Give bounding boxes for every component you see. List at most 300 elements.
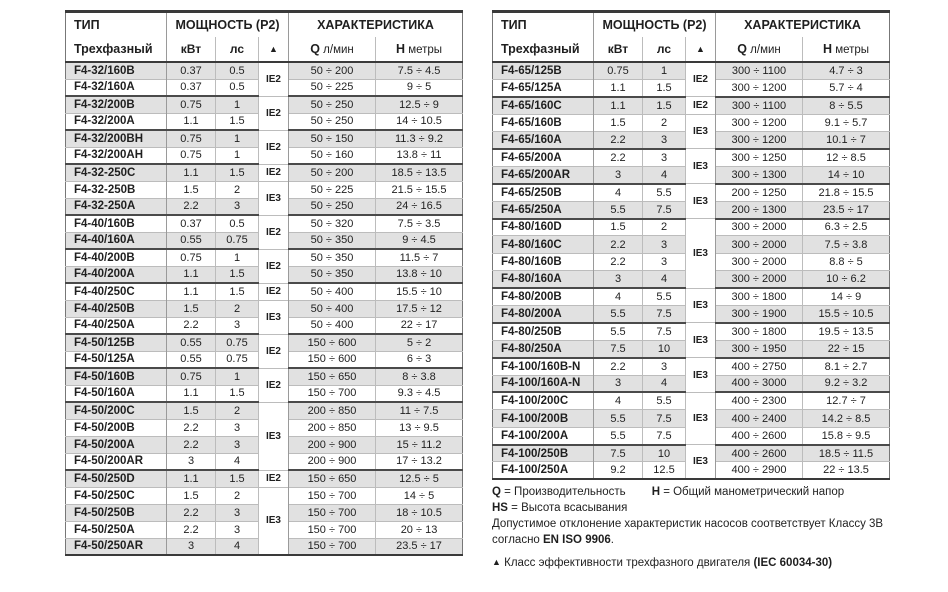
pump-type-cell: F4-80/200A xyxy=(493,305,594,322)
pump-type-cell: F4-100/200C xyxy=(493,392,594,409)
hp-cell: 3 xyxy=(216,521,259,538)
hp-cell: 0.5 xyxy=(216,215,259,232)
ie-class-cell: IE3 xyxy=(686,323,716,358)
kw-cell: 2.2 xyxy=(594,149,643,166)
q-range-cell: 150 ÷ 650 xyxy=(289,368,376,385)
pump-type-cell: F4-32/160B xyxy=(66,62,167,79)
ie-class-cell: IE3 xyxy=(259,300,289,334)
q-symbol: Q xyxy=(492,486,501,498)
h-range-cell: 9.3 ÷ 4.5 xyxy=(376,385,463,402)
hp-cell: 3 xyxy=(216,317,259,334)
table-row xyxy=(493,149,890,166)
tolerance-note-line1: Допустимое отклонение характеристик насосов соответствует Классу 3B xyxy=(492,518,884,530)
efficiency-class-note xyxy=(492,555,938,571)
hs-symbol: HS xyxy=(492,502,508,514)
q-range-cell: 50 ÷ 350 xyxy=(289,266,376,283)
hp-cell: 3 xyxy=(643,236,686,253)
hp-cell: 3 xyxy=(216,436,259,453)
kw-cell: 0.75 xyxy=(167,96,216,113)
kw-cell: 3 xyxy=(594,375,643,392)
pump-type-cell: F4-40/200B xyxy=(66,249,167,266)
pump-type-cell: F4-50/250D xyxy=(66,470,167,487)
q-range-cell: 200 ÷ 850 xyxy=(289,419,376,436)
q-range-cell: 300 ÷ 1300 xyxy=(716,166,803,183)
pump-type-cell: F4-100/200B xyxy=(493,410,594,427)
kw-cell: 5.5 xyxy=(594,323,643,340)
hp-cell: 4 xyxy=(643,166,686,183)
q-header xyxy=(289,37,376,62)
q-range-cell: 300 ÷ 1200 xyxy=(716,114,803,131)
q-range-cell: 200 ÷ 1300 xyxy=(716,201,803,218)
h-range-cell: 24 ÷ 16.5 xyxy=(376,198,463,215)
q-range-cell: 50 ÷ 225 xyxy=(289,79,376,96)
hp-cell: 1 xyxy=(216,130,259,147)
h-range-cell: 14 ÷ 5 xyxy=(376,487,463,504)
h-range-cell: 19.5 ÷ 13.5 xyxy=(803,323,890,340)
table-row xyxy=(493,97,890,114)
h-range-cell: 17.5 ÷ 12 xyxy=(376,300,463,317)
q-range-cell: 50 ÷ 150 xyxy=(289,130,376,147)
table-row xyxy=(493,219,890,236)
kw-cell: 1.5 xyxy=(167,487,216,504)
q-range-cell: 150 ÷ 650 xyxy=(289,470,376,487)
efficiency-triangle-icon: ▲ xyxy=(259,37,289,62)
q-range-cell: 400 ÷ 2600 xyxy=(716,427,803,444)
hp-cell: 3 xyxy=(216,419,259,436)
hp-cell: 12.5 xyxy=(643,462,686,479)
hs-definition-text: = Высота всасывания xyxy=(507,502,628,514)
table-row xyxy=(493,445,890,462)
table-row xyxy=(493,323,890,340)
h-range-cell: 9 ÷ 4.5 xyxy=(376,232,463,249)
kw-cell: 7.5 xyxy=(594,445,643,462)
q-range-cell: 150 ÷ 700 xyxy=(289,504,376,521)
q-range-cell: 300 ÷ 1250 xyxy=(716,149,803,166)
h-range-cell: 15.5 ÷ 10.5 xyxy=(803,305,890,322)
q-range-cell: 300 ÷ 1800 xyxy=(716,288,803,305)
pump-type-cell: F4-40/160A xyxy=(66,232,167,249)
ie-class-cell: IE3 xyxy=(686,114,716,149)
pump-type-cell: F4-50/250B xyxy=(66,504,167,521)
h-range-cell: 14 ÷ 10.5 xyxy=(376,113,463,130)
h-range-cell: 12 ÷ 8.5 xyxy=(803,149,890,166)
q-range-cell: 300 ÷ 1950 xyxy=(716,340,803,357)
hp-cell: 0.75 xyxy=(216,351,259,368)
type-sub-label: Трехфазный xyxy=(501,42,580,56)
kw-cell: 0.75 xyxy=(167,368,216,385)
q-range-cell: 50 ÷ 250 xyxy=(289,113,376,130)
q-range-cell: 200 ÷ 1250 xyxy=(716,184,803,201)
hp-cell: 0.75 xyxy=(216,334,259,351)
pump-type-cell: F4-65/160B xyxy=(493,114,594,131)
tolerance-pre: согласно xyxy=(492,534,544,546)
q-range-cell: 300 ÷ 2000 xyxy=(716,236,803,253)
kw-cell: 5.5 xyxy=(594,427,643,444)
hp-cell: 2 xyxy=(216,402,259,419)
kw-cell: 3 xyxy=(594,271,643,288)
pump-type-cell: F4-65/125A xyxy=(493,79,594,96)
q-range-cell: 50 ÷ 250 xyxy=(289,198,376,215)
h-range-cell: 21.5 ÷ 15.5 xyxy=(376,181,463,198)
q-range-cell: 400 ÷ 2600 xyxy=(716,445,803,462)
pump-type-cell: F4-40/250C xyxy=(66,283,167,300)
q-range-cell: 300 ÷ 2000 xyxy=(716,219,803,236)
ie-class-cell: IE2 xyxy=(259,470,289,487)
kw-cell: 1.5 xyxy=(594,219,643,236)
h-range-cell: 12.5 ÷ 9 xyxy=(376,96,463,113)
pump-type-cell: F4-50/250AR xyxy=(66,538,167,555)
table-row xyxy=(493,288,890,305)
table-row xyxy=(493,358,890,375)
h-range-cell: 11.5 ÷ 7 xyxy=(376,249,463,266)
ie-class-cell: IE2 xyxy=(259,334,289,368)
ie-class-cell: IE2 xyxy=(686,97,716,114)
pump-type-cell: F4-32/200A xyxy=(66,113,167,130)
h-range-cell: 22 ÷ 15 xyxy=(803,340,890,357)
h-range-cell: 9 ÷ 5 xyxy=(376,79,463,96)
h-range-cell: 13 ÷ 9.5 xyxy=(376,419,463,436)
hp-cell: 1 xyxy=(216,147,259,164)
kw-cell: 1.5 xyxy=(594,114,643,131)
hp-cell: 3 xyxy=(643,132,686,149)
h-range-cell: 20 ÷ 13 xyxy=(376,521,463,538)
pump-type-cell: F4-100/250A xyxy=(493,462,594,479)
pump-table-right xyxy=(492,10,890,480)
kw-cell: 2.2 xyxy=(167,317,216,334)
h-range-cell: 13.8 ÷ 11 xyxy=(376,147,463,164)
q-range-cell: 400 ÷ 2900 xyxy=(716,462,803,479)
ie-class-cell: IE2 xyxy=(259,62,289,96)
ie-class-cell: IE3 xyxy=(686,358,716,393)
type-label: ТИП xyxy=(501,18,527,32)
kw-cell: 5.5 xyxy=(594,201,643,218)
q-range-cell: 50 ÷ 350 xyxy=(289,232,376,249)
h-range-cell: 22 ÷ 13.5 xyxy=(803,462,890,479)
q-range-cell: 50 ÷ 225 xyxy=(289,181,376,198)
kw-cell: 1.1 xyxy=(167,164,216,181)
q-range-cell: 50 ÷ 400 xyxy=(289,317,376,334)
q-range-cell: 300 ÷ 2000 xyxy=(716,271,803,288)
efficiency-note-text: Класс эффективности трехфазного двигателя xyxy=(500,557,754,569)
ie-class-cell: IE2 xyxy=(259,164,289,181)
pump-type-cell: F4-100/250B xyxy=(493,445,594,462)
ie-class-cell: IE3 xyxy=(686,184,716,219)
kw-cell: 4 xyxy=(594,288,643,305)
pump-type-cell: F4-80/250B xyxy=(493,323,594,340)
q-range-cell: 300 ÷ 1800 xyxy=(716,323,803,340)
h-range-cell: 14.2 ÷ 8.5 xyxy=(803,410,890,427)
h-range-cell: 23.5 ÷ 17 xyxy=(376,538,463,555)
hp-cell: 2 xyxy=(643,219,686,236)
h-range-cell: 8 ÷ 3.8 xyxy=(376,368,463,385)
h-range-cell: 10.1 ÷ 7 xyxy=(803,132,890,149)
pump-type-cell: F4-50/250A xyxy=(66,521,167,538)
hp-cell: 4 xyxy=(643,271,686,288)
table-row xyxy=(66,130,463,147)
q-unit: л/мин xyxy=(319,43,354,56)
kw-cell: 3 xyxy=(167,538,216,555)
ie-class-cell: IE2 xyxy=(259,215,289,249)
table-row xyxy=(66,96,463,113)
kw-cell: 2.2 xyxy=(167,504,216,521)
q-header xyxy=(716,37,803,62)
h-range-cell: 11 ÷ 7.5 xyxy=(376,402,463,419)
h-range-cell: 4.7 ÷ 3 xyxy=(803,62,890,79)
pump-type-cell: F4-65/250A xyxy=(493,201,594,218)
hp-cell: 1.5 xyxy=(216,164,259,181)
hp-cell: 3 xyxy=(643,358,686,375)
h-range-cell: 6.3 ÷ 2.5 xyxy=(803,219,890,236)
hp-cell: 3 xyxy=(216,198,259,215)
pump-type-cell: F4-100/160B-N xyxy=(493,358,594,375)
h-range-cell: 8.8 ÷ 5 xyxy=(803,253,890,270)
h-range-cell: 12.5 ÷ 5 xyxy=(376,470,463,487)
characteristics-column-header: ХАРАКТЕРИСТИКА xyxy=(317,17,434,32)
table-row xyxy=(66,215,463,232)
table-row xyxy=(493,184,890,201)
kw-cell: 0.37 xyxy=(167,215,216,232)
power-column-header: МОЩНОСТЬ (P2) xyxy=(594,12,716,37)
ie-class-cell: IE2 xyxy=(259,249,289,283)
pump-type-cell: F4-65/160A xyxy=(493,132,594,149)
tolerance-note-line2 xyxy=(492,532,938,548)
pump-type-cell: F4-32/160A xyxy=(66,79,167,96)
hp-cell: 4 xyxy=(216,453,259,470)
h-range-cell: 17 ÷ 13.2 xyxy=(376,453,463,470)
table-row xyxy=(66,164,463,181)
hp-cell: 1.5 xyxy=(216,385,259,402)
q-range-cell: 200 ÷ 900 xyxy=(289,453,376,470)
hp-cell: 7.5 xyxy=(643,410,686,427)
kw-cell: 2.2 xyxy=(594,132,643,149)
h-definition-group xyxy=(652,486,845,498)
ie-class-cell: IE3 xyxy=(259,402,289,470)
table-row xyxy=(66,334,463,351)
table-row xyxy=(493,114,890,131)
kw-cell: 0.37 xyxy=(167,62,216,79)
ie-class-cell: IE3 xyxy=(686,445,716,480)
iec-standard-ref: (IEC 60034-30) xyxy=(753,557,833,569)
pump-type-cell: F4-50/250C xyxy=(66,487,167,504)
kw-cell: 9.2 xyxy=(594,462,643,479)
kw-cell: 0.75 xyxy=(594,62,643,79)
triangle-icon: ▲ xyxy=(492,557,501,567)
h-symbol: H xyxy=(395,41,405,56)
q-range-cell: 150 ÷ 700 xyxy=(289,385,376,402)
q-range-cell: 50 ÷ 400 xyxy=(289,300,376,317)
pump-type-cell: F4-80/160D xyxy=(493,219,594,236)
pump-type-cell: F4-100/200A xyxy=(493,427,594,444)
h-range-cell: 10 ÷ 6.2 xyxy=(803,271,890,288)
ie-class-cell: IE2 xyxy=(259,283,289,300)
hp-cell: 1.5 xyxy=(216,113,259,130)
h-range-cell: 12.7 ÷ 7 xyxy=(803,392,890,409)
hp-cell: 0.5 xyxy=(216,79,259,96)
table-row xyxy=(66,300,463,317)
kw-cell: 5.5 xyxy=(594,410,643,427)
hp-cell: 10 xyxy=(643,445,686,462)
q-symbol: Q xyxy=(310,41,320,56)
pump-type-cell: F4-32-250A xyxy=(66,198,167,215)
q-range-cell: 200 ÷ 900 xyxy=(289,436,376,453)
pump-type-cell: F4-40/250A xyxy=(66,317,167,334)
pump-type-cell: F4-50/200B xyxy=(66,419,167,436)
kw-cell: 1.5 xyxy=(167,300,216,317)
q-range-cell: 150 ÷ 700 xyxy=(289,521,376,538)
pump-type-cell: F4-65/160C xyxy=(493,97,594,114)
kw-cell: 5.5 xyxy=(594,305,643,322)
h-range-cell: 18.5 ÷ 13.5 xyxy=(376,164,463,181)
footnotes xyxy=(492,484,938,571)
table-row xyxy=(66,402,463,419)
q-range-cell: 150 ÷ 700 xyxy=(289,487,376,504)
h-unit: метры xyxy=(832,43,870,56)
pump-type-cell: F4-50/160A xyxy=(66,385,167,402)
table-row xyxy=(66,470,463,487)
pump-type-cell: F4-50/200A xyxy=(66,436,167,453)
h-range-cell: 7.5 ÷ 3.8 xyxy=(803,236,890,253)
hp-cell: 5.5 xyxy=(643,184,686,201)
kw-cell: 2.2 xyxy=(594,236,643,253)
h-range-cell: 8 ÷ 5.5 xyxy=(803,97,890,114)
kw-cell: 2.2 xyxy=(167,419,216,436)
pump-type-cell: F4-65/125B xyxy=(493,62,594,79)
pump-type-cell: F4-32/200AH xyxy=(66,147,167,164)
kw-cell: 0.75 xyxy=(167,130,216,147)
hp-cell: 3 xyxy=(643,253,686,270)
q-range-cell: 50 ÷ 320 xyxy=(289,215,376,232)
h-unit: метры xyxy=(405,43,443,56)
h-header xyxy=(803,37,890,62)
kw-cell: 1.1 xyxy=(167,470,216,487)
hp-cell: 7.5 xyxy=(643,305,686,322)
table-row xyxy=(66,249,463,266)
kw-cell: 2.2 xyxy=(167,198,216,215)
q-range-cell: 50 ÷ 250 xyxy=(289,96,376,113)
pump-type-cell: F4-65/200A xyxy=(493,149,594,166)
hp-cell: 1 xyxy=(216,249,259,266)
h-range-cell: 14 ÷ 9 xyxy=(803,288,890,305)
h-range-cell: 6 ÷ 3 xyxy=(376,351,463,368)
pump-type-cell: F4-50/200AR xyxy=(66,453,167,470)
ie-class-cell: IE3 xyxy=(259,487,289,555)
hp-cell: 4 xyxy=(216,538,259,555)
type-column-header xyxy=(493,12,594,63)
kw-cell: 1.1 xyxy=(167,266,216,283)
hp-cell: 1 xyxy=(643,62,686,79)
power-column-header: МОЩНОСТЬ (P2) xyxy=(167,12,289,37)
hp-cell: 1.5 xyxy=(216,266,259,283)
pump-type-cell: F4-40/200A xyxy=(66,266,167,283)
q-range-cell: 300 ÷ 2000 xyxy=(716,253,803,270)
h-range-cell: 8.1 ÷ 2.7 xyxy=(803,358,890,375)
h-header xyxy=(376,37,463,62)
pump-type-cell: F4-80/160B xyxy=(493,253,594,270)
ie-class-cell: IE2 xyxy=(259,96,289,130)
kw-cell: 2.2 xyxy=(167,521,216,538)
hp-cell: 2 xyxy=(216,487,259,504)
pump-type-cell: F4-80/200B xyxy=(493,288,594,305)
hp-cell: 1.5 xyxy=(216,283,259,300)
h-range-cell: 9.1 ÷ 5.7 xyxy=(803,114,890,131)
kw-cell: 1.1 xyxy=(594,79,643,96)
pump-table-left xyxy=(65,10,463,556)
kw-cell: 1.1 xyxy=(167,113,216,130)
hp-cell: 1.5 xyxy=(216,470,259,487)
q-symbol: Q xyxy=(737,41,747,56)
kw-cell: 1.1 xyxy=(167,283,216,300)
ie-class-cell: IE3 xyxy=(686,288,716,323)
hp-cell: 5.5 xyxy=(643,288,686,305)
kw-cell: 0.55 xyxy=(167,334,216,351)
hp-header: лс xyxy=(643,37,686,62)
efficiency-triangle-icon: ▲ xyxy=(686,37,716,62)
kw-header: кВт xyxy=(167,37,216,62)
ie-class-cell: IE2 xyxy=(686,62,716,97)
q-range-cell: 200 ÷ 850 xyxy=(289,402,376,419)
pump-type-cell: F4-65/200AR xyxy=(493,166,594,183)
h-range-cell: 5 ÷ 2 xyxy=(376,334,463,351)
q-range-cell: 400 ÷ 2300 xyxy=(716,392,803,409)
q-range-cell: 150 ÷ 600 xyxy=(289,334,376,351)
h-range-cell: 5.7 ÷ 4 xyxy=(803,79,890,96)
pump-type-cell: F4-80/160A xyxy=(493,271,594,288)
h-range-cell: 15 ÷ 11.2 xyxy=(376,436,463,453)
kw-cell: 0.55 xyxy=(167,351,216,368)
hp-cell: 3 xyxy=(216,504,259,521)
hs-definition xyxy=(492,500,938,516)
hp-cell: 2 xyxy=(643,114,686,131)
h-symbol: H xyxy=(651,486,660,498)
table-row xyxy=(493,62,890,79)
ie-class-cell: IE2 xyxy=(259,368,289,402)
pump-type-cell: F4-100/160A-N xyxy=(493,375,594,392)
q-definition: = Производительность xyxy=(500,486,626,498)
kw-cell: 0.75 xyxy=(167,147,216,164)
kw-cell: 1.1 xyxy=(594,97,643,114)
kw-cell: 2.2 xyxy=(167,436,216,453)
q-range-cell: 400 ÷ 2400 xyxy=(716,410,803,427)
kw-cell: 1.1 xyxy=(167,385,216,402)
h-range-cell: 14 ÷ 10 xyxy=(803,166,890,183)
h-range-cell: 18 ÷ 10.5 xyxy=(376,504,463,521)
h-symbol: H xyxy=(822,41,832,56)
kw-cell: 4 xyxy=(594,184,643,201)
h-range-cell: 18.5 ÷ 11.5 xyxy=(803,445,890,462)
h-range-cell: 7.5 ÷ 3.5 xyxy=(376,215,463,232)
hp-cell: 1.5 xyxy=(643,79,686,96)
q-range-cell: 300 ÷ 1200 xyxy=(716,132,803,149)
ie-class-cell: IE3 xyxy=(259,181,289,215)
hp-cell: 4 xyxy=(643,375,686,392)
pump-type-cell: F4-80/250A xyxy=(493,340,594,357)
hp-cell: 10 xyxy=(643,340,686,357)
type-column-header xyxy=(66,12,167,63)
h-range-cell: 13.8 ÷ 10 xyxy=(376,266,463,283)
hp-cell: 0.5 xyxy=(216,62,259,79)
pump-type-cell: F4-32-250B xyxy=(66,181,167,198)
hp-cell: 2 xyxy=(216,181,259,198)
kw-cell: 3 xyxy=(167,453,216,470)
q-range-cell: 300 ÷ 1200 xyxy=(716,79,803,96)
pump-type-cell: F4-32/200B xyxy=(66,96,167,113)
q-range-cell: 300 ÷ 1900 xyxy=(716,305,803,322)
type-sub-label: Трехфазный xyxy=(74,42,153,56)
characteristics-column-header: ХАРАКТЕРИСТИКА xyxy=(744,17,861,32)
q-h-definition xyxy=(492,484,938,500)
table-row xyxy=(66,283,463,300)
hp-cell: 0.75 xyxy=(216,232,259,249)
